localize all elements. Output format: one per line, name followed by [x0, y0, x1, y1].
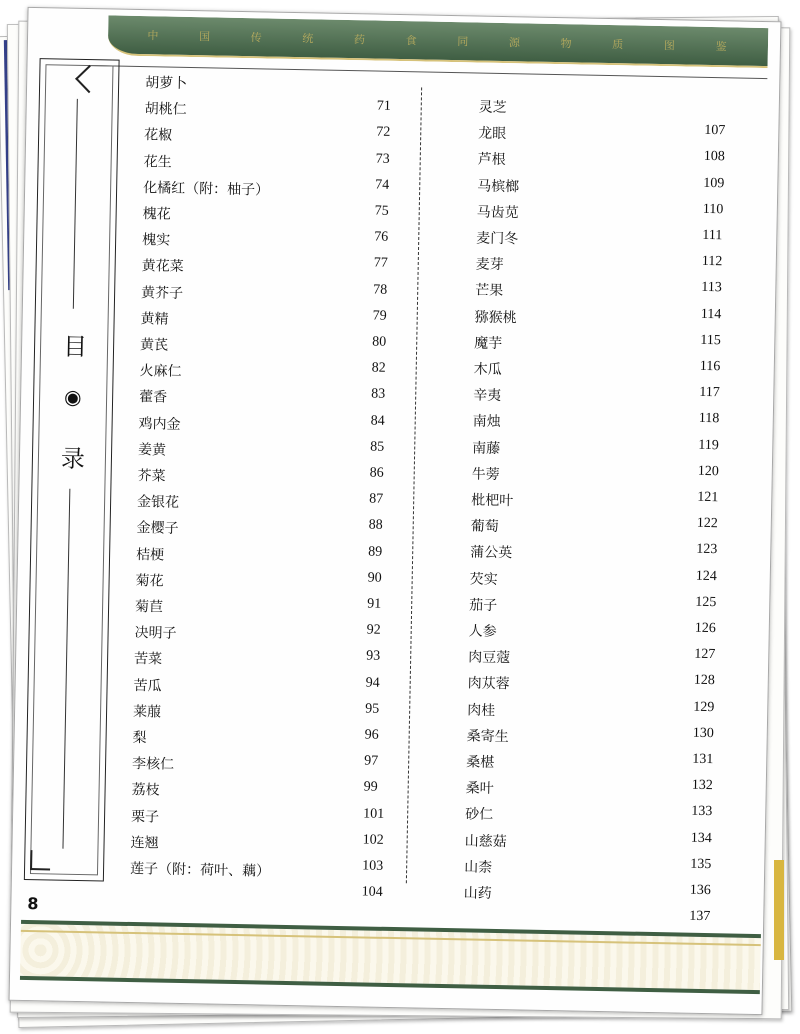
- toc-entry-page: 103: [362, 858, 384, 874]
- toc-entry-page: 89: [368, 544, 383, 560]
- toc-entry-page: 80: [372, 334, 387, 350]
- toc-entry-name: 花生: [143, 153, 172, 171]
- toc-entry-page: 76: [374, 229, 389, 246]
- toc-entry-name: 黄芪: [139, 337, 169, 354]
- toc-entry-page: 104: [361, 884, 383, 901]
- toc-entry-name: 连翘: [130, 834, 159, 852]
- toc-entry-page: 136: [689, 882, 711, 899]
- toc-entry-name: 桑椹: [466, 754, 495, 771]
- header-series-char: 质: [612, 38, 626, 52]
- header-banner: [108, 15, 769, 68]
- header-series-char: 鉴: [715, 40, 729, 54]
- header-series-char: 国: [198, 30, 213, 44]
- toc-entry-page: 127: [694, 646, 716, 663]
- cover-edge-yellow: [774, 860, 784, 960]
- toc-entry-page: 88: [368, 517, 383, 534]
- toc-entry-name: 鸡内金: [138, 415, 181, 433]
- toc-entry-name: 决明子: [134, 625, 177, 643]
- toc-entry-page: 77: [373, 255, 388, 272]
- sidebar-title-bottom: 录: [60, 444, 86, 474]
- toc-entry-page: 113: [701, 280, 722, 296]
- toc-entry-page: 73: [375, 151, 390, 167]
- toc-entry-name: 金樱子: [136, 520, 179, 538]
- toc-entry-name: 葡萄: [470, 518, 499, 536]
- toc-entry-page: 123: [696, 542, 718, 558]
- header-series-char: 食: [405, 34, 419, 48]
- toc-entry-name: 苦菜: [133, 651, 163, 668]
- toc-entry-page: 85: [370, 439, 385, 455]
- toc-entry-name: 魔芋: [474, 335, 503, 352]
- toc-entry-page: 121: [697, 489, 719, 506]
- toc-entry-name: 黄精: [140, 310, 169, 328]
- toc-entry-name: 菊苣: [134, 599, 164, 616]
- toc-entry-page: 119: [698, 437, 719, 453]
- toc-entry-name: 藿香: [138, 389, 168, 406]
- toc-entry-name: 槐花: [142, 206, 171, 223]
- toc-entry-name: 莲子（附：荷叶、藕）: [129, 860, 271, 880]
- toc-entry-name: 槐实: [141, 232, 171, 249]
- toc-entry-name: 山药: [463, 885, 492, 902]
- toc-entry-name: 栗子: [130, 808, 160, 826]
- toc-entry-name: 化橘红（附：柚子）: [143, 179, 270, 199]
- header-rule: [87, 65, 767, 79]
- toc-entry-page: 97: [364, 753, 379, 769]
- toc-entry-name: 桑寄生: [466, 728, 509, 746]
- toc-entry-name: 肉苁蓉: [467, 675, 510, 693]
- toc-entry-page: 117: [699, 385, 720, 401]
- toc-entry-page: 125: [695, 594, 717, 610]
- toc-entry-name: 辛夷: [473, 387, 502, 405]
- toc-entry-name: 麦芽: [475, 256, 504, 274]
- toc-entry-name: 山慈菇: [464, 832, 507, 850]
- footer-band-stripe: [21, 930, 761, 946]
- toc-entry-name: 肉桂: [467, 702, 496, 719]
- toc-entry-name: 枇杷叶: [471, 492, 514, 510]
- toc-entry-page: 71: [376, 98, 391, 115]
- toc-entry-page: 112: [701, 254, 723, 270]
- toc-entry-page: 72: [376, 124, 391, 141]
- toc-entry-name: 肉豆蔻: [468, 649, 511, 667]
- sidebar-title-top: 目: [62, 332, 88, 362]
- header-series-char: 统: [302, 32, 316, 46]
- toc-entry-page: 131: [692, 751, 714, 768]
- toc-entry-page: 84: [370, 413, 385, 429]
- toc-entry-name: 火麻仁: [139, 363, 182, 381]
- toc-entry-name: 李核仁: [131, 756, 175, 773]
- book-page: [9, 7, 782, 1015]
- toc-entry-name: 桔梗: [135, 546, 165, 564]
- toc-entry-name: 茄子: [469, 597, 498, 614]
- toc-entry-name: 马槟榔: [477, 178, 520, 195]
- toc-entry-name: 黄芥子: [140, 284, 184, 302]
- toc-entry-name: 蒲公英: [470, 544, 513, 562]
- toc-entry-page: 109: [703, 175, 725, 191]
- toc-entry-page: 93: [366, 648, 381, 665]
- toc-entry-name: 芦根: [477, 151, 506, 169]
- toc-entry-name: 南藤: [472, 440, 501, 457]
- page-number: 8: [27, 894, 39, 914]
- toc-entry-name: 龙眼: [478, 125, 507, 143]
- toc-entry-page: 91: [367, 596, 382, 612]
- toc-entry-page: 79: [372, 308, 387, 324]
- toc-entry-name: 梨: [132, 730, 147, 747]
- toc-entry-page: 86: [369, 465, 384, 481]
- toc-entry-page: 78: [373, 282, 388, 298]
- toc-entry-page: 90: [367, 570, 382, 586]
- toc-entry-name: 木瓜: [473, 361, 502, 379]
- header-series-char: 药: [353, 33, 368, 47]
- toc-entry-name: 胡桃仁: [144, 101, 187, 119]
- header-series-char: 源: [508, 36, 523, 50]
- toc-entry-page: 110: [702, 201, 724, 218]
- toc-entry-page: 120: [697, 463, 719, 480]
- toc-entry-name: 莱菔: [132, 703, 162, 721]
- toc-entry-name: 桑叶: [465, 780, 494, 798]
- toc-entry-name: 牛蒡: [471, 466, 500, 483]
- toc-entry-name: 姜黄: [137, 441, 167, 459]
- column-divider: [406, 87, 422, 883]
- toc-entry-name: 马齿苋: [476, 204, 519, 222]
- toc-entry-name: 胡萝卜: [145, 75, 188, 92]
- toc-entry-page: 82: [371, 360, 386, 376]
- toc-entry-page: 95: [365, 701, 380, 717]
- toc-entry-page: 83: [371, 386, 386, 403]
- toc-entry-page: 122: [696, 515, 718, 532]
- toc-entry-page: 107: [704, 123, 726, 139]
- toc-entry-page: 87: [369, 491, 384, 507]
- toc-entry-page: 129: [693, 699, 715, 715]
- toc-entry-name: 山柰: [464, 859, 493, 876]
- corner-ornament-bottom: [30, 850, 50, 870]
- sidebar-ornament-icon: ◉: [63, 384, 82, 409]
- header-series-char: 物: [560, 37, 574, 51]
- toc-entry-page: 128: [693, 673, 715, 689]
- toc-entry-name: 金银花: [136, 494, 180, 512]
- toc-entry-name: 砂仁: [465, 806, 494, 824]
- toc-entry-name: 芒果: [475, 282, 504, 300]
- toc-entry-page: 134: [690, 830, 712, 846]
- toc-entry-name: 猕猴桃: [474, 309, 517, 326]
- toc-entry-page: 75: [374, 203, 389, 219]
- toc-entry-name: 芡实: [469, 571, 498, 588]
- toc-entry-page: 130: [692, 725, 714, 741]
- toc-entry-name: 黄花菜: [141, 258, 184, 276]
- toc-entry-page: 114: [700, 306, 722, 322]
- toc-entry-page: 111: [702, 227, 723, 244]
- header-series-char: 同: [457, 35, 471, 49]
- toc-entry-page: 118: [698, 411, 720, 427]
- toc-entry-page: 124: [695, 568, 717, 584]
- toc-entry-page: 102: [362, 832, 384, 848]
- toc-entry-page: 126: [694, 620, 716, 637]
- toc-entry-name: 菊花: [135, 572, 164, 590]
- toc-entry-name: 麦门冬: [476, 230, 519, 248]
- toc-entry-name: 苦瓜: [133, 677, 162, 695]
- header-series-char: 传: [250, 31, 264, 45]
- toc-entry-name: 人参: [468, 623, 497, 640]
- toc-entry-name: 花椒: [144, 127, 173, 145]
- toc-entry-page: 135: [690, 856, 712, 872]
- toc-entry-page: 133: [691, 804, 713, 820]
- toc-entry-page: 94: [365, 675, 380, 691]
- toc-entry-page: 137: [689, 908, 711, 925]
- toc-entry-name: 荔枝: [131, 782, 160, 799]
- toc-entry-page: 96: [364, 727, 379, 743]
- toc-entry-page: 101: [363, 806, 385, 822]
- toc-entry-page: 92: [366, 622, 381, 638]
- header-series-char: 图: [663, 39, 677, 53]
- toc-entry-name: 灵芝: [478, 99, 507, 117]
- toc-entry-name: 芥菜: [137, 468, 166, 485]
- toc-entry-page: 132: [691, 777, 713, 794]
- toc-entry-page: 108: [703, 149, 725, 165]
- toc-entry-page: 99: [363, 779, 378, 796]
- footer-band: [20, 920, 761, 994]
- toc-entry-page: 116: [699, 358, 721, 375]
- header-series-char: 中: [147, 29, 161, 43]
- toc-entry-page: 115: [700, 332, 721, 349]
- toc-entry-page: 74: [375, 177, 390, 193]
- toc-entry-name: 南烛: [472, 413, 501, 431]
